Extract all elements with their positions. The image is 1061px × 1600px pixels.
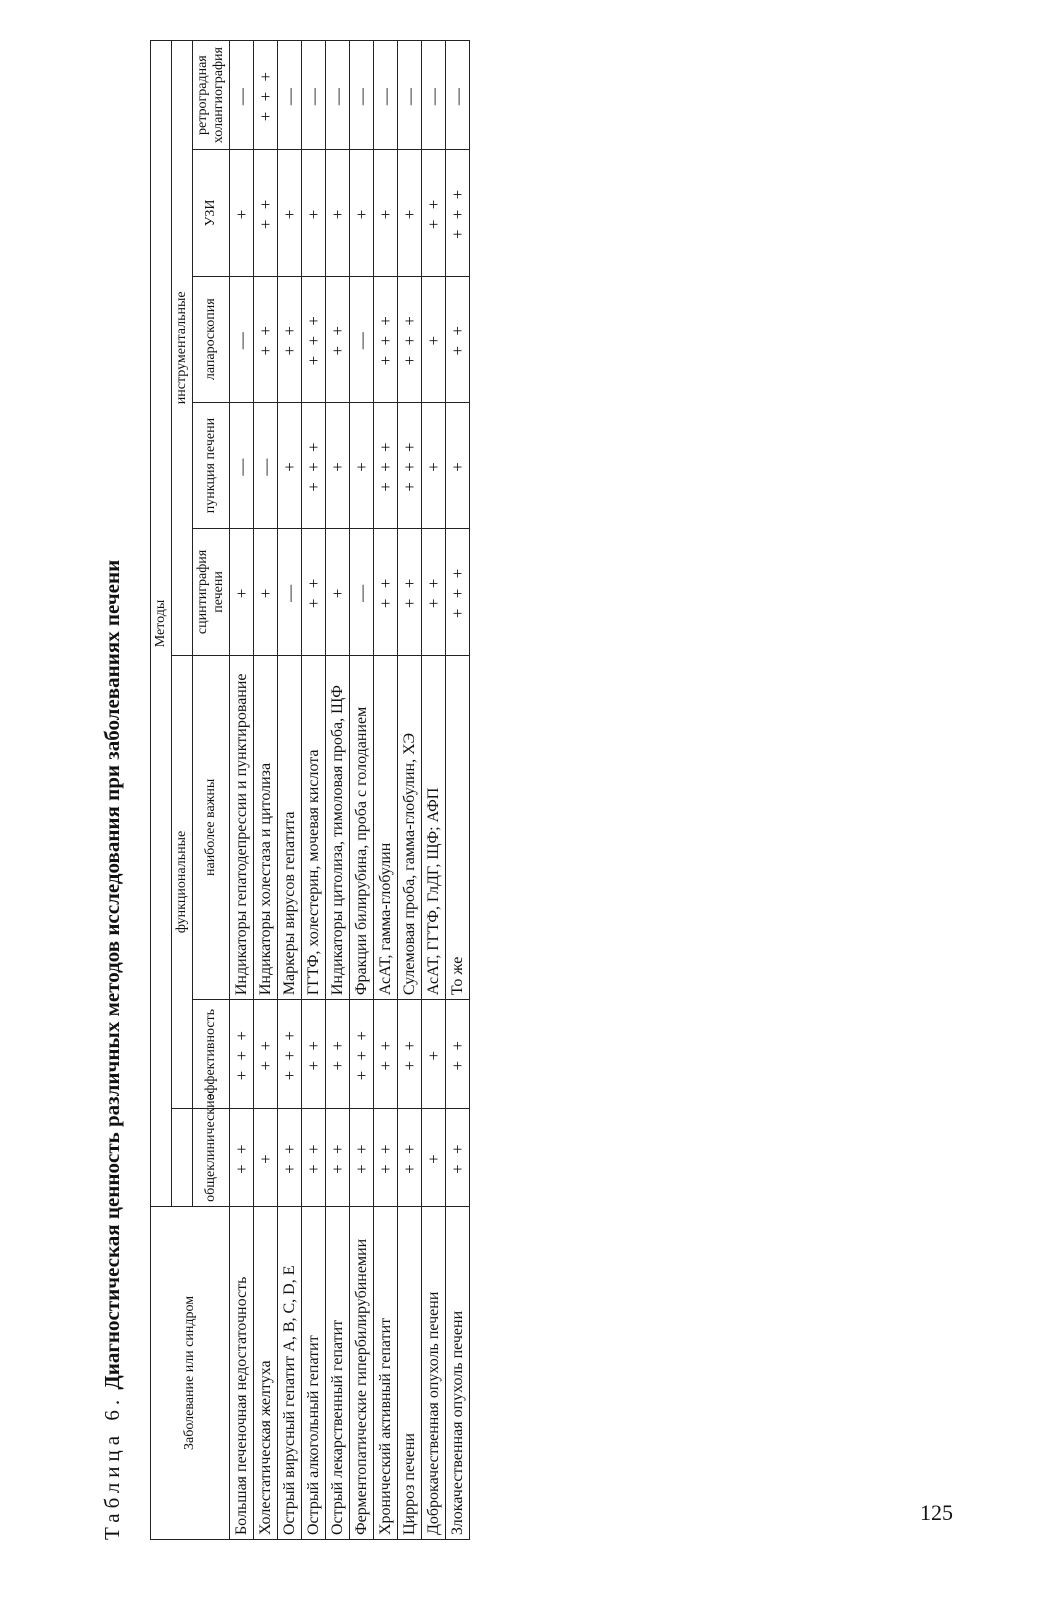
- header-disease: Заболевание или синдром: [151, 1206, 230, 1539]
- cell-important: АсАТ, ГГТФ, ГлДГ, ЩФ; АФП: [422, 655, 446, 1000]
- cell-laparoscopy: + +: [446, 276, 470, 402]
- cell-general: + +: [302, 1109, 326, 1207]
- cell-disease: Холестатическая желтуха: [254, 1206, 278, 1539]
- cell-efficiency: + + +: [350, 1000, 374, 1109]
- cell-laparoscopy: + +: [278, 276, 302, 402]
- table-body: [230, 41, 470, 1540]
- cell-important: Фракции билирубина, проба с голоданием: [350, 655, 374, 1000]
- cell-disease: Злокачественная опухоль печени: [446, 1206, 470, 1539]
- cell-important: Индикаторы цитолиза, тимоловая проба, ЩФ: [326, 655, 350, 1000]
- header-functional: функциональные: [172, 655, 193, 1109]
- cell-usi: +: [278, 150, 302, 276]
- cell-efficiency: +: [422, 1000, 446, 1109]
- cell-important: Сулемовая проба, гамма-глобулин, ХЭ: [398, 655, 422, 1000]
- cell-disease: Доброкачественная опухоль печени: [422, 1206, 446, 1539]
- header-efficiency: эффективность: [193, 1000, 230, 1109]
- cell-efficiency: + +: [446, 1000, 470, 1109]
- cell-usi: +: [374, 150, 398, 276]
- cell-scintigraphy: + +: [302, 529, 326, 655]
- header-scintigraphy: сцинтиграфия печени: [193, 529, 230, 655]
- cell-retro: —: [278, 41, 302, 150]
- cell-laparoscopy: +: [422, 276, 446, 402]
- cell-retro: —: [350, 41, 374, 150]
- cell-usi: +: [326, 150, 350, 276]
- table-row: [326, 41, 350, 1540]
- cell-disease: Острый алкогольный гепатит: [302, 1206, 326, 1539]
- cell-disease: Острый вирусный гепатит A, B, C, D, E: [278, 1206, 302, 1539]
- cell-general: + +: [278, 1109, 302, 1207]
- cell-laparoscopy: + + +: [398, 276, 422, 402]
- header-usi: УЗИ: [193, 150, 230, 276]
- cell-important: Индикаторы гепатодепрессии и пунктирование: [230, 655, 254, 1000]
- caption-title: Диагностическая ценность различных методов исследования при заболеваниях печени: [100, 559, 124, 1390]
- cell-disease: Хронический активный гепатит: [374, 1206, 398, 1539]
- header-puncture: пункция печени: [193, 402, 230, 528]
- cell-puncture: + + +: [398, 402, 422, 528]
- cell-general: + +: [326, 1109, 350, 1207]
- cell-puncture: +: [326, 402, 350, 528]
- cell-general: + +: [374, 1109, 398, 1207]
- table-row: [254, 41, 278, 1540]
- table-row: [422, 41, 446, 1540]
- cell-retro: —: [302, 41, 326, 150]
- table-row: [446, 41, 470, 1540]
- cell-important: Маркеры вирусов гепатита: [278, 655, 302, 1000]
- cell-puncture: +: [446, 402, 470, 528]
- cell-usi: +: [398, 150, 422, 276]
- cell-usi: +: [230, 150, 254, 276]
- cell-laparoscopy: + + +: [302, 276, 326, 402]
- cell-general: + +: [398, 1109, 422, 1207]
- cell-general: +: [254, 1109, 278, 1207]
- cell-disease: Цирроз печени: [398, 1206, 422, 1539]
- header-general-clinical: общеклинические: [193, 1109, 230, 1207]
- cell-scintigraphy: +: [254, 529, 278, 655]
- cell-retro: —: [446, 41, 470, 150]
- cell-puncture: —: [254, 402, 278, 528]
- cell-scintigraphy: + + +: [446, 529, 470, 655]
- cell-general: +: [422, 1109, 446, 1207]
- cell-scintigraphy: —: [350, 529, 374, 655]
- cell-laparoscopy: —: [230, 276, 254, 402]
- cell-important: ГГТФ, холестерин, мочевая кислота: [302, 655, 326, 1000]
- cell-efficiency: + +: [254, 1000, 278, 1109]
- cell-efficiency: + + +: [278, 1000, 302, 1109]
- header-instrumental: инструментальные: [172, 41, 193, 656]
- cell-efficiency: + +: [326, 1000, 350, 1109]
- cell-laparoscopy: + +: [326, 276, 350, 402]
- cell-scintigraphy: —: [278, 529, 302, 655]
- cell-puncture: +: [350, 402, 374, 528]
- cell-usi: + + +: [446, 150, 470, 276]
- cell-laparoscopy: + +: [254, 276, 278, 402]
- table-row: [278, 41, 302, 1540]
- cell-disease: Ферментопатические гипербилирубинемии: [350, 1206, 374, 1539]
- cell-scintigraphy: + +: [398, 529, 422, 655]
- cell-retro: + + +: [254, 41, 278, 150]
- cell-retro: —: [374, 41, 398, 150]
- cell-retro: —: [398, 41, 422, 150]
- cell-general: + +: [446, 1109, 470, 1207]
- cell-important: Индикаторы холестаза и цитолиза: [254, 655, 278, 1000]
- cell-usi: +: [302, 150, 326, 276]
- cell-laparoscopy: + + +: [374, 276, 398, 402]
- cell-efficiency: + + +: [230, 1000, 254, 1109]
- cell-laparoscopy: —: [350, 276, 374, 402]
- cell-efficiency: + +: [374, 1000, 398, 1109]
- cell-general: + +: [350, 1109, 374, 1207]
- table-caption: [100, 340, 125, 1540]
- cell-puncture: +: [422, 402, 446, 528]
- cell-efficiency: + +: [398, 1000, 422, 1109]
- cell-scintigraphy: +: [326, 529, 350, 655]
- cell-puncture: + + +: [374, 402, 398, 528]
- cell-retro: —: [326, 41, 350, 150]
- cell-usi: +: [350, 150, 374, 276]
- diagnostic-table: [150, 40, 470, 1540]
- cell-puncture: +: [278, 402, 302, 528]
- cell-usi: + +: [422, 150, 446, 276]
- cell-puncture: —: [230, 402, 254, 528]
- cell-disease: Большая печеночная недостаточность: [230, 1206, 254, 1539]
- cell-efficiency: + +: [302, 1000, 326, 1109]
- cell-general: + +: [230, 1109, 254, 1207]
- page-number: 125: [920, 1500, 953, 1525]
- cell-scintigraphy: + +: [422, 529, 446, 655]
- cell-disease: Острый лекарственный гепатит: [326, 1206, 350, 1539]
- cell-retro: —: [422, 41, 446, 150]
- header-methods: Методы: [151, 41, 172, 1207]
- table-row: [302, 41, 326, 1540]
- header-most-important: наиболее важны: [193, 655, 230, 1000]
- cell-retro: —: [230, 41, 254, 150]
- cell-important: АсАТ, гамма-глобулин: [374, 655, 398, 1000]
- header-retro: ретроградная холангиография: [193, 41, 230, 150]
- caption-label: Таблица 6.: [100, 1394, 124, 1540]
- cell-puncture: + + +: [302, 402, 326, 528]
- header-gap: [172, 1109, 193, 1207]
- cell-usi: + +: [254, 150, 278, 276]
- cell-important: То же: [446, 655, 470, 1000]
- table-row: [350, 41, 374, 1540]
- cell-scintigraphy: +: [230, 529, 254, 655]
- cell-scintigraphy: + +: [374, 529, 398, 655]
- header-laparoscopy: лапароскопия: [193, 276, 230, 402]
- table-row: [230, 41, 254, 1540]
- table-row: [374, 41, 398, 1540]
- table-row: [398, 41, 422, 1540]
